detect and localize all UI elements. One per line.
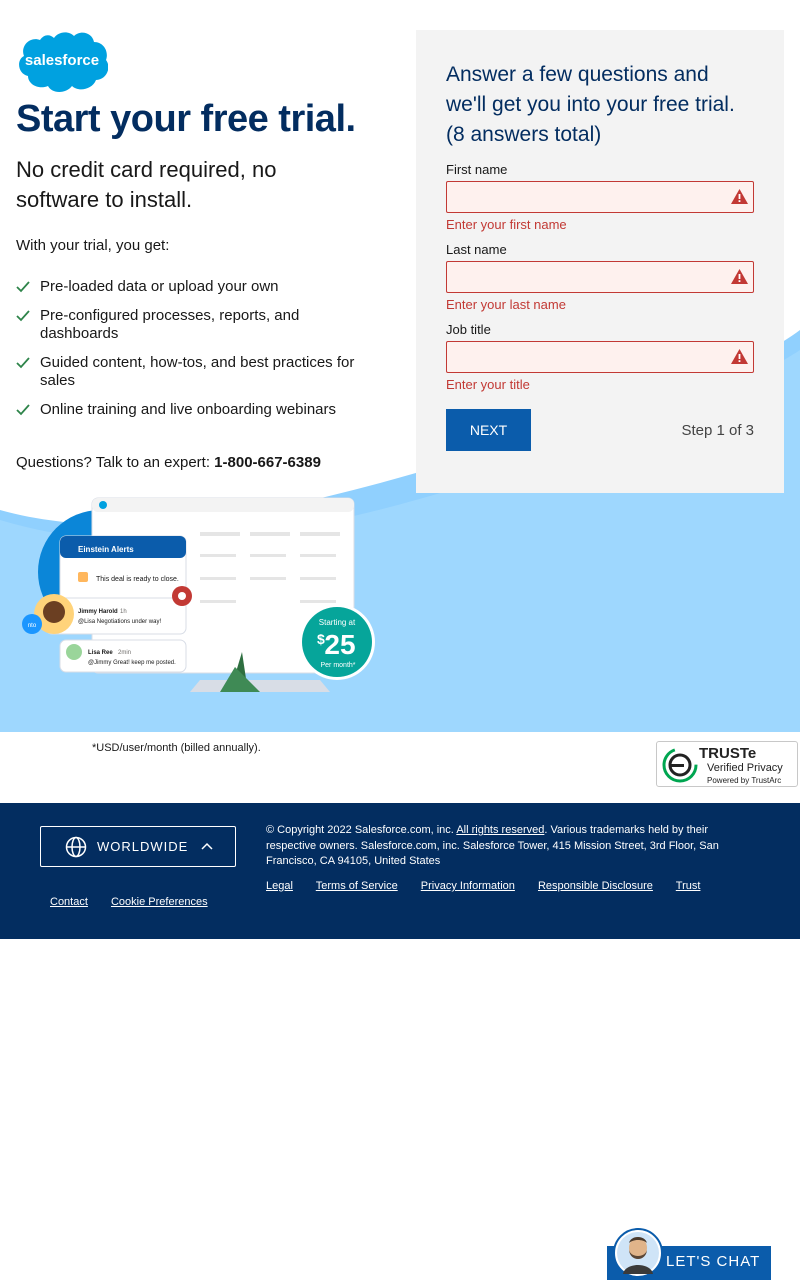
- first-name-error: Enter your first name: [446, 217, 567, 232]
- privacy-information-link[interactable]: Privacy Information: [420, 880, 515, 892]
- last-name-error: Enter your last name: [446, 297, 566, 312]
- warning-icon: [731, 349, 748, 364]
- truste-seal-icon: [661, 746, 699, 784]
- person2-time: 2min: [118, 650, 132, 656]
- contact-link[interactable]: Contact: [50, 896, 88, 908]
- next-button[interactable]: NEXT: [446, 409, 531, 451]
- footer-left-links: [50, 896, 228, 908]
- form-footer: [446, 409, 754, 451]
- warning-icon: [731, 189, 748, 204]
- contact-prefix: Questions? Talk to an expert:: [16, 454, 215, 471]
- checkmark-icon: [16, 281, 30, 293]
- alert-message: This deal is ready to close.: [96, 576, 179, 583]
- first-name-input[interactable]: [446, 181, 754, 213]
- person1-message: @Lisa Negotiations under way!: [78, 619, 162, 625]
- job-title-input-wrapper: [446, 341, 754, 373]
- small-badge-label: nto: [27, 623, 37, 629]
- price-badge-amount: 25: [324, 629, 356, 660]
- globe-icon: [65, 836, 87, 858]
- person2-name: Lisa Ree: [88, 650, 113, 656]
- step-indicator: Step 1 of 3: [681, 422, 754, 439]
- benefit-item: [16, 354, 366, 390]
- truste-powered-by: Powered by TrustArc: [707, 776, 782, 785]
- salesforce-logo[interactable]: [16, 30, 108, 94]
- price-badge-top: Starting at: [318, 618, 356, 627]
- person1-name: Jimmy Harold: [78, 609, 118, 615]
- checkmark-icon: [16, 357, 30, 369]
- pricing-footnote: *USD/user/month (billed annually).: [92, 742, 261, 754]
- price-badge-currency: $: [317, 631, 325, 647]
- all-rights-reserved-link[interactable]: All rights reserved: [456, 824, 545, 836]
- last-name-input[interactable]: [446, 261, 754, 293]
- job-title-field: [446, 322, 754, 392]
- job-title-input[interactable]: [446, 341, 754, 373]
- truste-subtitle: Verified Privacy: [707, 762, 783, 774]
- last-name-field: [446, 242, 754, 312]
- benefit-text: Pre-configured processes, reports, and dashboards: [40, 307, 300, 342]
- legal-links: [266, 880, 720, 892]
- chat-label: LET'S CHAT: [666, 1253, 761, 1270]
- copyright-suffix: . Various trademarks held by their respective owners. Salesforce.com, inc. Salesforce Tower, 415 Mission Street, 3rd Floor, San Francisco, CA 94105, United States: [266, 824, 719, 867]
- price-badge-bottom: Per month*: [320, 662, 356, 669]
- chat-widget[interactable]: [607, 1228, 771, 1280]
- benefits-intro: With your trial, you get:: [16, 237, 170, 254]
- benefits-list: [16, 278, 366, 430]
- chevron-up-icon: [201, 841, 213, 851]
- job-title-error: Enter your title: [446, 377, 530, 392]
- phone-link[interactable]: 1-800-667-6389: [214, 454, 321, 471]
- page-title: Start your free trial.: [16, 98, 356, 140]
- checkmark-icon: [16, 404, 30, 416]
- benefit-text: Pre-loaded data or upload your own: [40, 278, 279, 295]
- cookie-preferences-link[interactable]: Cookie Preferences: [110, 896, 208, 908]
- job-title-label: Job title: [446, 322, 491, 337]
- first-name-input-wrapper: [446, 181, 754, 213]
- last-name-input-wrapper: [446, 261, 754, 293]
- product-illustration: [20, 492, 380, 697]
- region-label: WORLDWIDE: [97, 839, 189, 854]
- first-name-field: [446, 162, 754, 232]
- terms-of-service-link[interactable]: Terms of Service: [315, 880, 398, 892]
- copyright-text: [266, 823, 746, 870]
- page-footer: [0, 803, 800, 939]
- benefit-text: Guided content, how-tos, and best practices for sales: [40, 354, 355, 389]
- benefit-item: [16, 278, 366, 296]
- trust-link[interactable]: Trust: [675, 880, 701, 892]
- person1-time: 1h: [120, 609, 127, 615]
- chat-agent-avatar[interactable]: [613, 1228, 663, 1278]
- region-selector-button[interactable]: [40, 826, 236, 867]
- page-subtitle: No credit card required, no software to install.: [16, 157, 277, 212]
- truste-title: TRUSTe: [699, 745, 757, 762]
- signup-form: [416, 30, 784, 493]
- last-name-label: Last name: [446, 242, 507, 257]
- truste-badge[interactable]: [656, 741, 798, 787]
- copyright-prefix: © Copyright 2022 Salesforce.com, inc.: [266, 824, 457, 836]
- form-title: Answer a few questions and we'll get you into your free trial. (8 answers total): [446, 63, 735, 146]
- logo-wordmark: salesforce: [24, 52, 100, 69]
- benefit-item: [16, 401, 366, 419]
- benefit-text: Online training and live onboarding webinars: [40, 401, 337, 418]
- responsible-disclosure-link[interactable]: Responsible Disclosure: [537, 880, 653, 892]
- legal-link[interactable]: Legal: [266, 880, 293, 892]
- contact-expert: [16, 454, 321, 471]
- first-name-label: First name: [446, 162, 508, 177]
- person2-message: @Jimmy Great! keep me posted.: [88, 660, 176, 666]
- benefit-item: [16, 307, 366, 343]
- checkmark-icon: [16, 310, 30, 322]
- alert-title: Einstein Alerts: [78, 545, 134, 554]
- warning-icon: [731, 269, 748, 284]
